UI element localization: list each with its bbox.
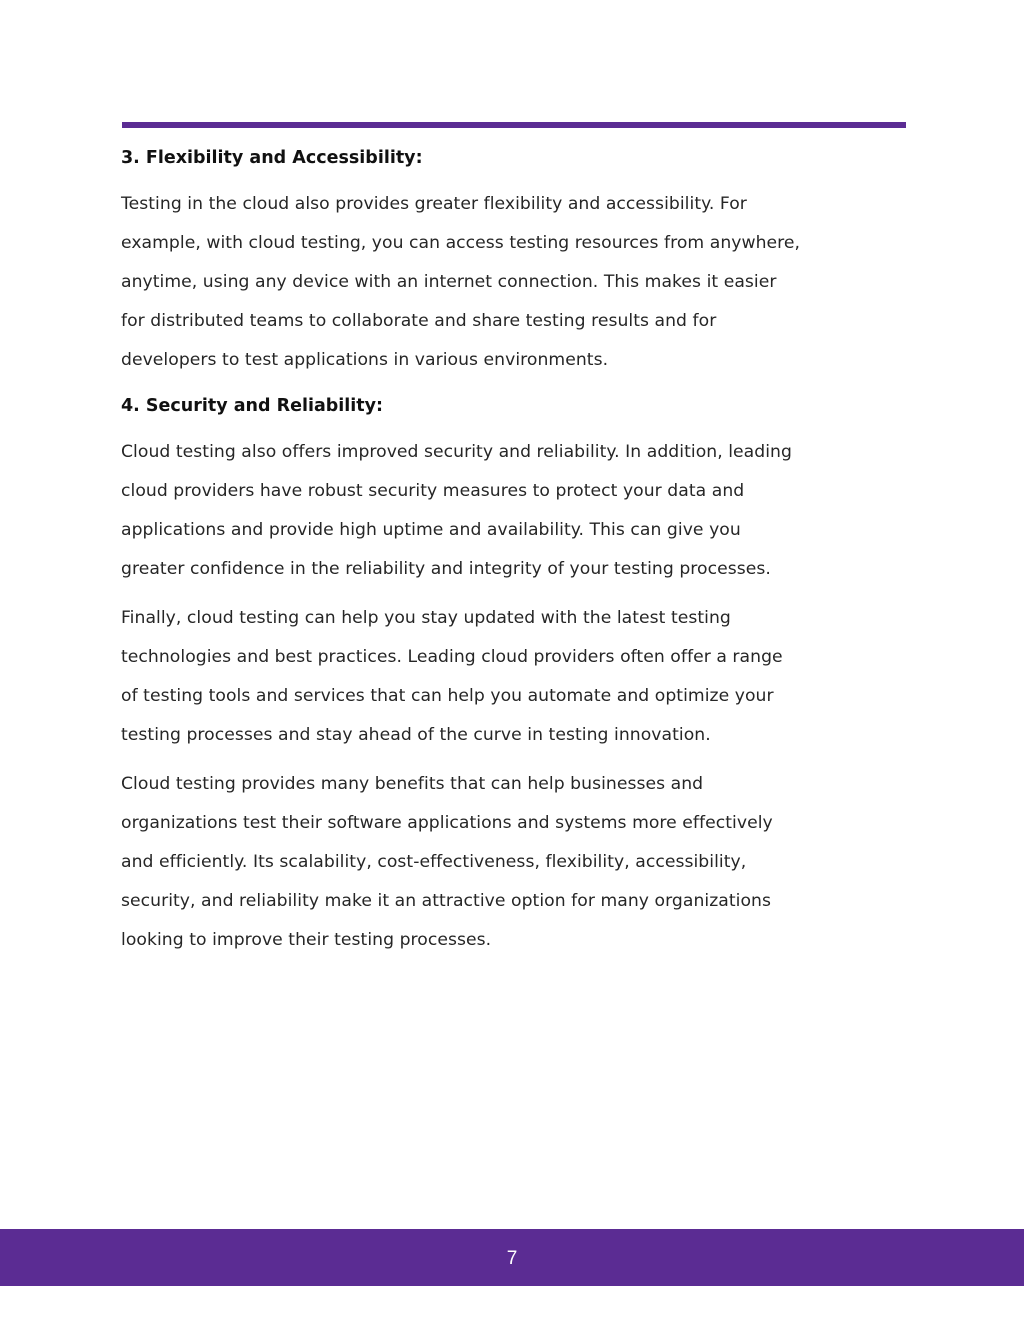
text-line: applications and provide high uptime and availability. This can give you [121, 520, 741, 540]
text-line: for distributed teams to collaborate and share testing results and for [121, 311, 717, 331]
text-line: and efficiently. Its scalability, cost-effectiveness, flexibility, accessibility, [121, 852, 747, 872]
section-heading: 3. Flexibility and Accessibility: [121, 148, 423, 168]
text-line: of testing tools and services that can help you automate and optimize your [121, 686, 774, 706]
text-line: cloud providers have robust security measures to protect your data and [121, 481, 745, 501]
header-rule [122, 122, 906, 128]
text-line: example, with cloud testing, you can access testing resources from anywhere, [121, 233, 801, 253]
text-line: Cloud testing also offers improved security and reliability. In addition, leading [121, 442, 792, 462]
paragraph [121, 185, 911, 380]
text-line: Cloud testing provides many benefits that can help businesses and [121, 774, 704, 794]
section-heading: 4. Security and Reliability: [121, 396, 384, 416]
paragraph [121, 599, 911, 755]
paragraph [121, 433, 911, 589]
text-line: anytime, using any device with an internet connection. This makes it easier [121, 272, 777, 292]
text-line: greater confidence in the reliability and integrity of your testing processes. [121, 559, 771, 579]
text-line: technologies and best practices. Leading cloud providers often offer a range [121, 647, 783, 667]
text-line: looking to improve their testing processes. [121, 930, 492, 950]
text-line: Testing in the cloud also provides greater flexibility and accessibility. For [121, 194, 747, 214]
text-line: organizations test their software applications and systems more effectively [121, 813, 773, 833]
text-line: Finally, cloud testing can help you stay updated with the latest testing [121, 608, 731, 628]
page-number: 7 [506, 1248, 518, 1269]
text-line: testing processes and stay ahead of the curve in testing innovation. [121, 725, 711, 745]
text-line: security, and reliability make it an attractive option for many organizations [121, 891, 771, 911]
paragraph [121, 765, 911, 960]
page-content [121, 142, 911, 960]
text-line: developers to test applications in various environments. [121, 350, 609, 370]
